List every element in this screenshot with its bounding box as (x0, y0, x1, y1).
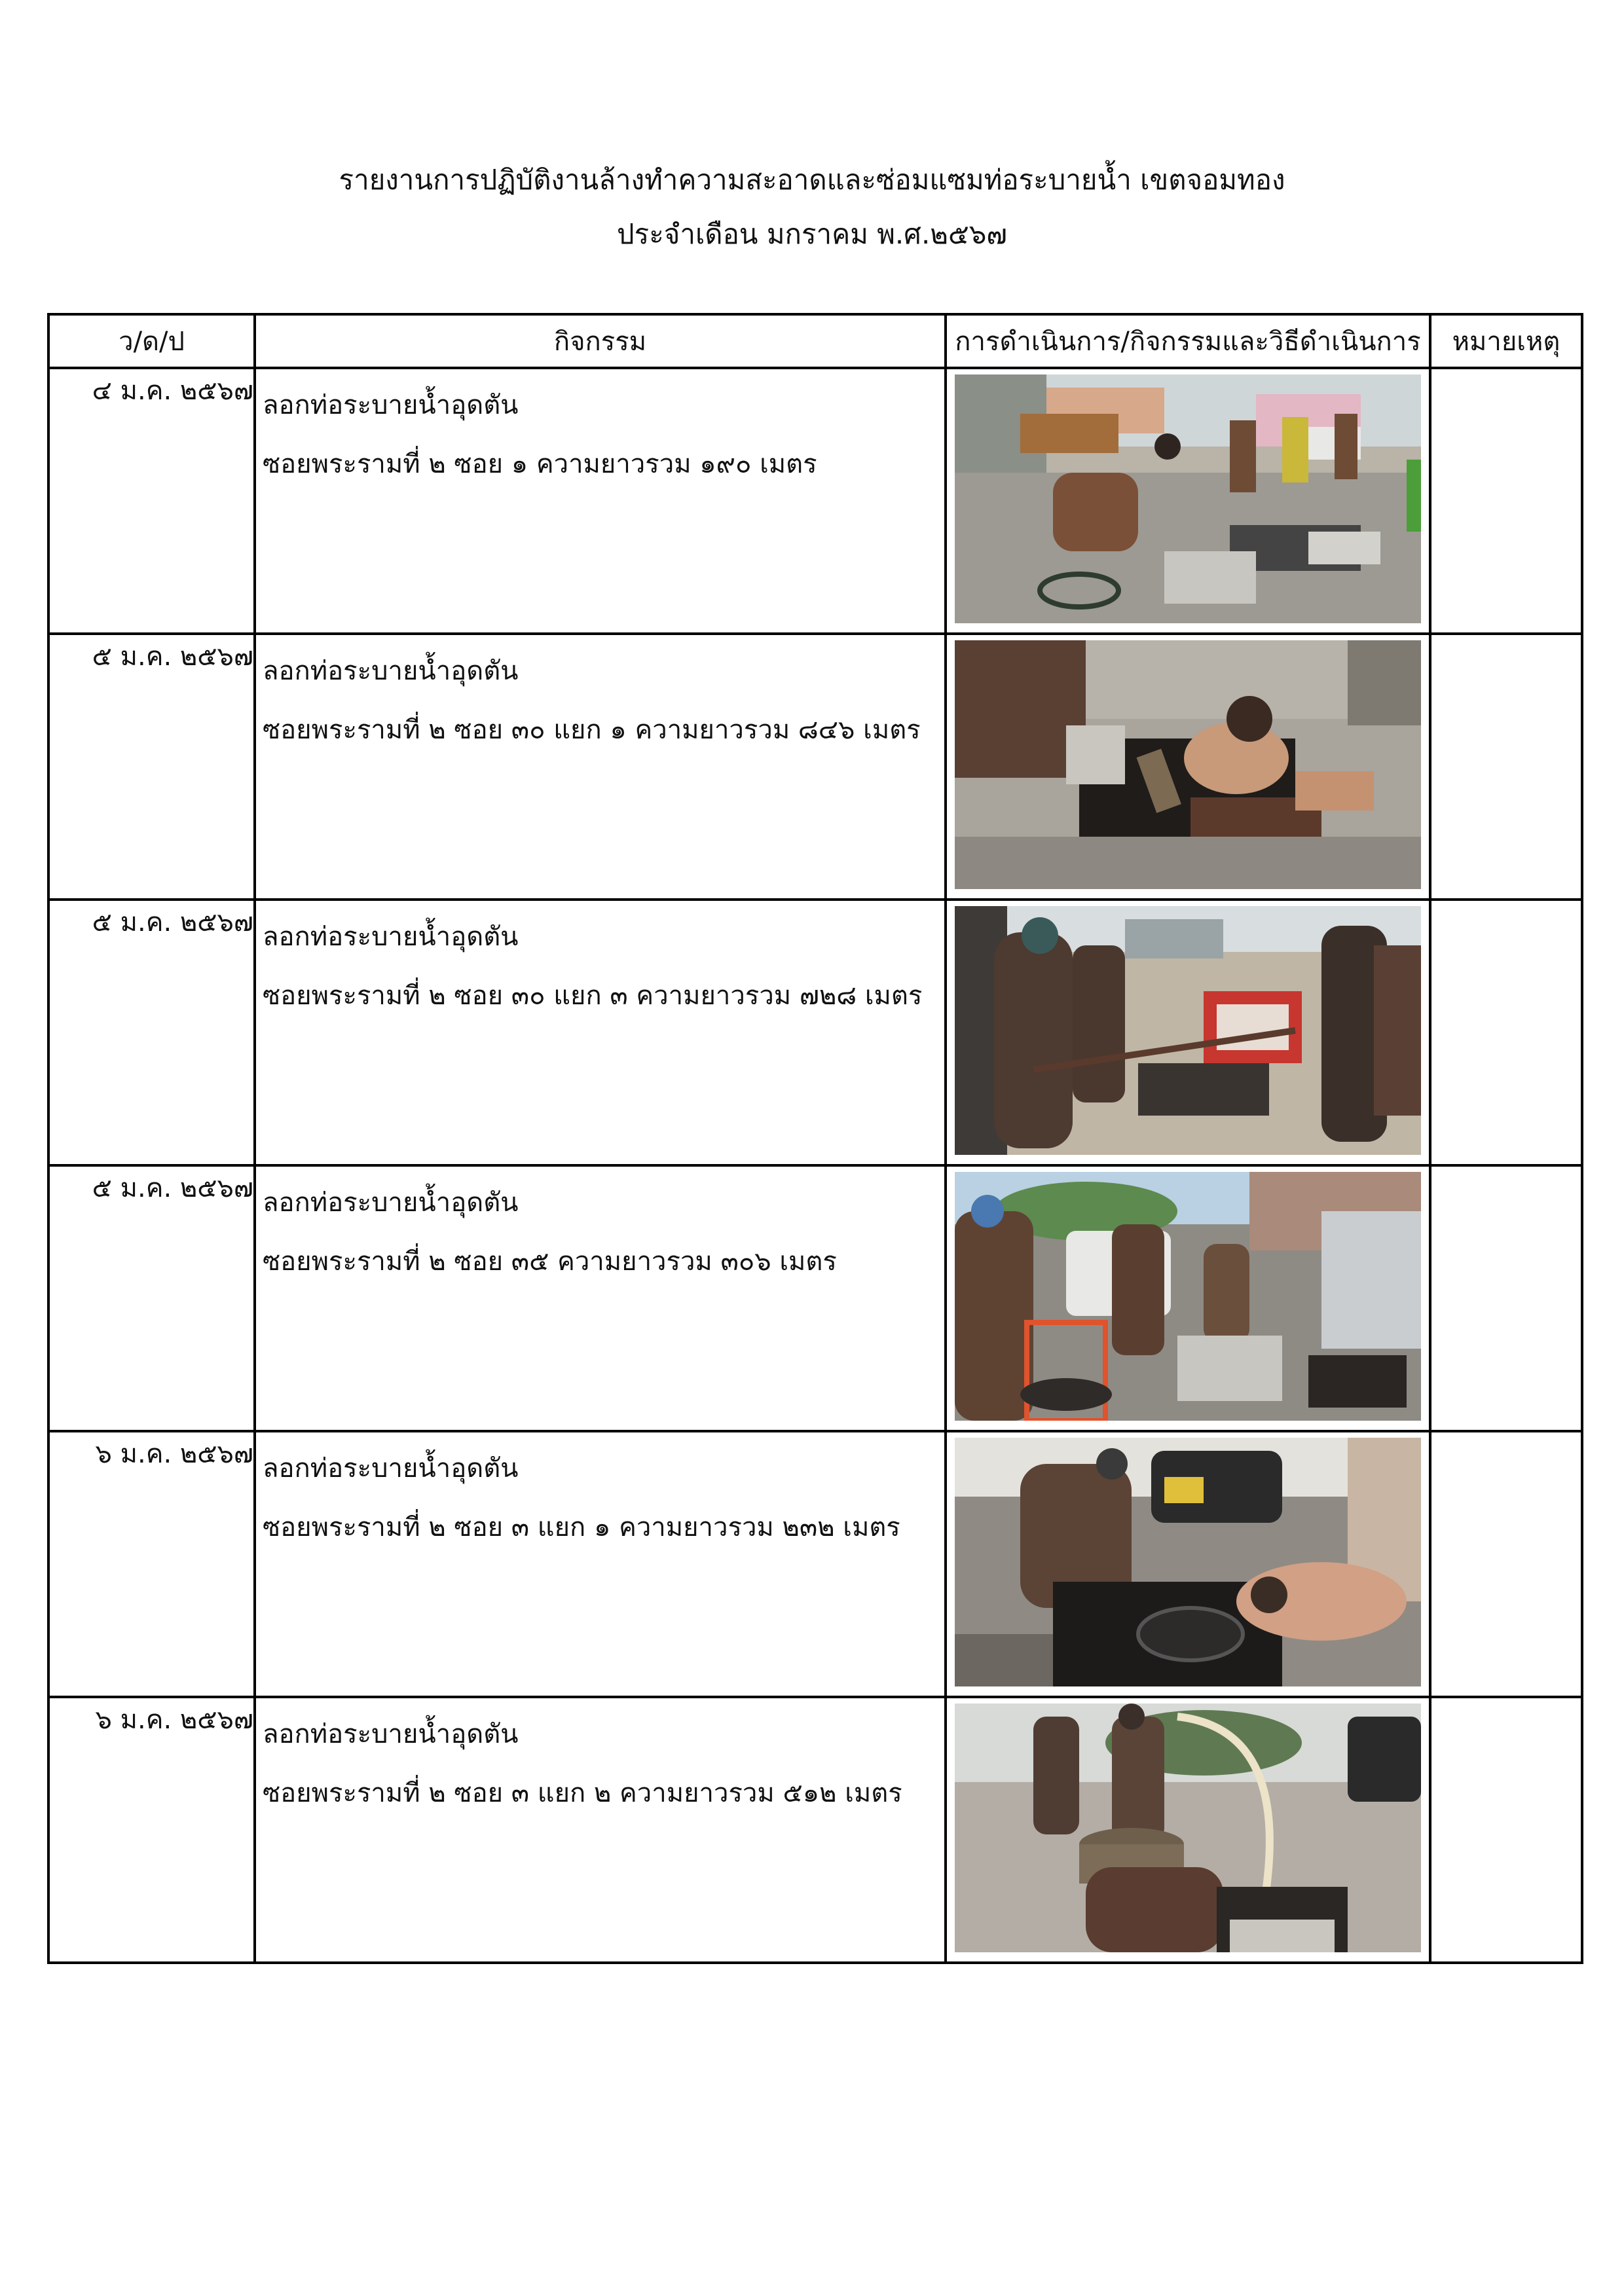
row-date: ๖ ม.ค. ๒๕๖๗ (48, 1431, 255, 1697)
activity-title: ลอกท่อระบายน้ำอุดตัน (263, 1719, 519, 1749)
row-date: ๕ ม.ค. ๒๕๖๗ (48, 634, 255, 900)
row-activity-cell (255, 1431, 946, 1697)
activity-detail: ซอยพระรามที่ ๒ ซอย ๓๐ แยก ๓ ความยาวรวม ๗๒๘ เมตร (263, 981, 923, 1011)
row-photo-cell (946, 634, 1430, 900)
table-row (48, 368, 1582, 634)
work-report-table (47, 313, 1583, 1964)
table-row (48, 634, 1582, 900)
row-activity-cell (255, 634, 946, 900)
row-remark (1430, 1165, 1582, 1431)
header-operation: การดำเนินการ/กิจกรรมและวิธีดำเนินการ (946, 314, 1430, 368)
row-photo-cell (946, 1165, 1430, 1431)
table-header-row (48, 314, 1582, 368)
activity-detail: ซอยพระรามที่ ๒ ซอย ๓ แยก ๑ ความยาวรวม ๒๓๒ เมตร (263, 1512, 900, 1542)
work-photo (955, 906, 1421, 1155)
work-photo (955, 1172, 1421, 1421)
table-row (48, 1697, 1582, 1963)
row-photo-cell (946, 900, 1430, 1165)
row-activity-cell (255, 1697, 946, 1963)
table-row (48, 900, 1582, 1165)
row-activity-cell (255, 368, 946, 634)
row-date: ๖ ม.ค. ๒๕๖๗ (48, 1697, 255, 1963)
activity-detail: ซอยพระรามที่ ๒ ซอย ๓๐ แยก ๑ ความยาวรวม ๘๔๖ เมตร (263, 715, 921, 745)
row-remark (1430, 634, 1582, 900)
row-remark (1430, 1431, 1582, 1697)
work-photo (955, 1704, 1421, 1952)
activity-title: ลอกท่อระบายน้ำอุดตัน (263, 922, 519, 952)
activity-detail: ซอยพระรามที่ ๒ ซอย ๓๕ ความยาวรวม ๓๐๖ เมตร (263, 1247, 837, 1277)
row-photo-cell (946, 1697, 1430, 1963)
work-photo (955, 1438, 1421, 1686)
row-date: ๕ ม.ค. ๒๕๖๗ (48, 1165, 255, 1431)
row-activity-cell (255, 1165, 946, 1431)
activity-title: ลอกท่อระบายน้ำอุดตัน (263, 1188, 519, 1218)
work-photo (955, 640, 1421, 889)
header-remark: หมายเหตุ (1430, 314, 1582, 368)
work-photo (955, 374, 1421, 623)
row-activity-cell (255, 900, 946, 1165)
row-photo-cell (946, 368, 1430, 634)
row-remark (1430, 1697, 1582, 1963)
report-period: ประจำเดือน มกราคม พ.ศ.๒๕๖๗ (616, 218, 1008, 250)
activity-title: ลอกท่อระบายน้ำอุดตัน (263, 656, 519, 686)
activity-title: ลอกท่อระบายน้ำอุดตัน (263, 1453, 519, 1484)
row-date: ๔ ม.ค. ๒๕๖๗ (48, 368, 255, 634)
row-date: ๕ ม.ค. ๒๕๖๗ (48, 900, 255, 1165)
report-title: รายงานการปฏิบัติงานล้างทำความสะอาดและซ่อมแซมท่อระบายน้ำ เขตจอมทอง (339, 164, 1285, 196)
activity-detail: ซอยพระรามที่ ๒ ซอย ๑ ความยาวรวม ๑๙๐ เมตร (263, 449, 817, 479)
activity-title: ลอกท่อระบายน้ำอุดตัน (263, 390, 519, 420)
row-remark (1430, 368, 1582, 634)
header-activity: กิจกรรม (255, 314, 946, 368)
table-row (48, 1431, 1582, 1697)
header-date: ว/ด/ป (48, 314, 255, 368)
table-row (48, 1165, 1582, 1431)
row-remark (1430, 900, 1582, 1165)
row-photo-cell (946, 1431, 1430, 1697)
activity-detail: ซอยพระรามที่ ๒ ซอย ๓ แยก ๒ ความยาวรวม ๕๑๒ เมตร (263, 1778, 902, 1808)
